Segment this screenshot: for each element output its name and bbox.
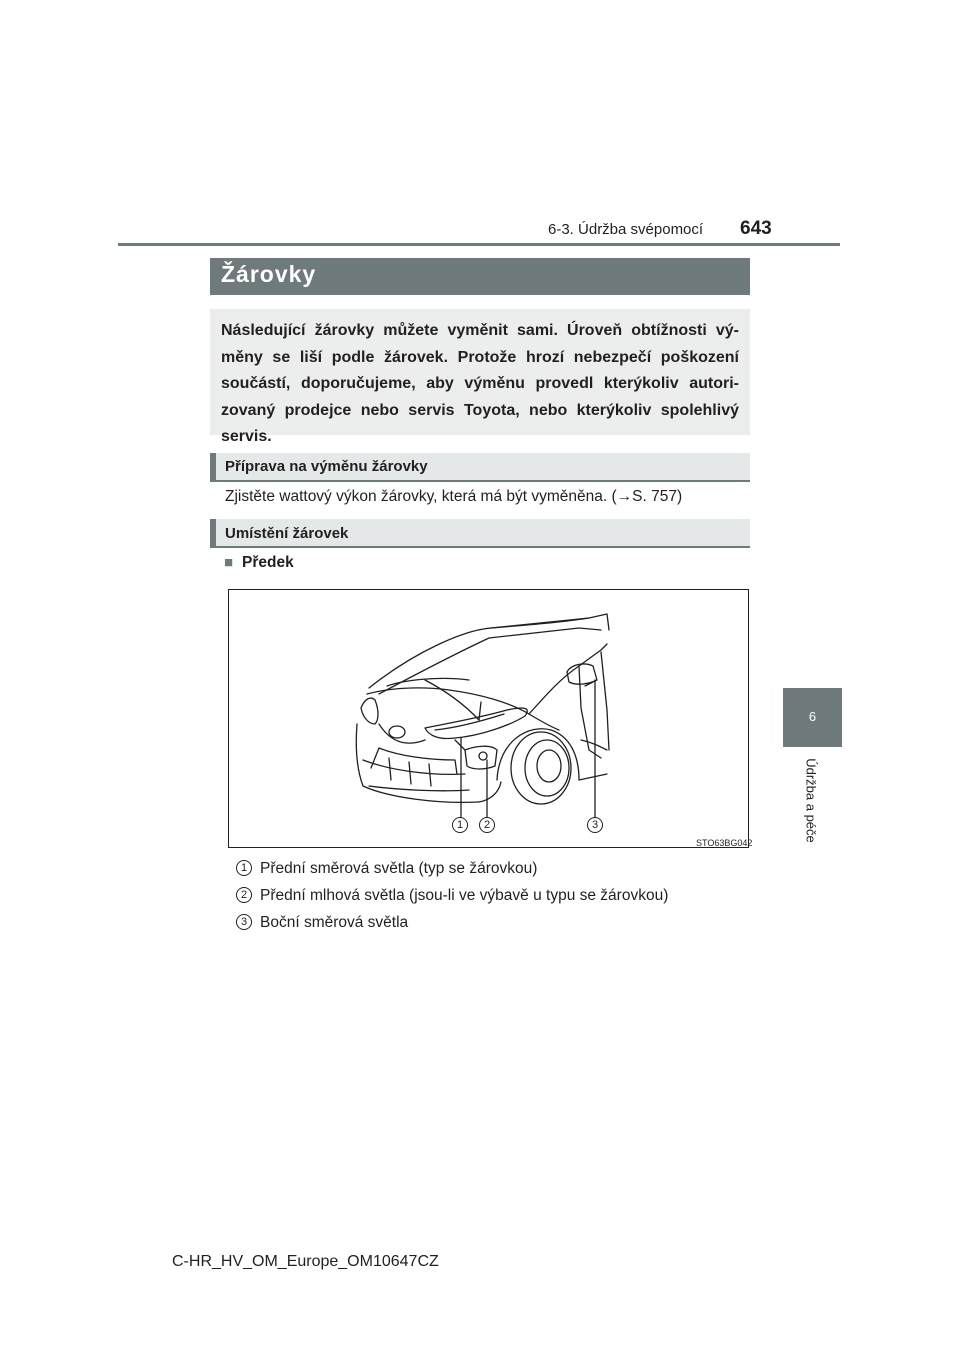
subheading-marker-location [210, 519, 216, 548]
legend-number-2: 2 [236, 887, 252, 903]
prep-text: Zjistěte wattový výkon žárovky, která má být vyměněna. (→S. 757) [225, 488, 683, 505]
document-code-footer: C-HR_HV_OM_Europe_OM10647CZ [172, 1253, 439, 1270]
bullet-square-icon: ■ [224, 554, 234, 571]
chapter-title: Údržba a péče [803, 758, 819, 843]
legend-text-3: Boční směrová světla [260, 914, 409, 931]
callout-3: 3 [587, 817, 603, 833]
intro-text: Následující žárovky můžete vyměnit sami. Úroveň obtížnosti vý-měny se liší podle žárovek. Protože hrozí nebezpečí poškození součástí, doporučujeme, aby výměnu provedl kterýkoliv autori-zovaný prodejce nebo servis Toyota, nebo kterýkoliv spolehlivý servis. [221, 322, 739, 445]
header-divider [118, 243, 840, 246]
page-title: Žárovky [221, 261, 317, 287]
subheading-prep: Příprava na výměnu žárovky [225, 458, 428, 475]
bullet-label-front: Předek [242, 554, 294, 571]
subheading-location: Umístění žárovek [225, 525, 349, 542]
legend-number-3: 3 [236, 914, 252, 930]
page-number: 643 [740, 218, 772, 239]
section-reference: 6-3. Údržba svépomocí [548, 221, 704, 238]
legend-text-2: Přední mlhová světla (jsou-li ve výbavě u typu se žárovkou) [260, 887, 669, 904]
legend-number-1: 1 [236, 860, 252, 876]
car-front-illustration [229, 590, 748, 847]
callout-2: 2 [479, 817, 495, 833]
subheading-marker-prep [210, 453, 216, 482]
chapter-number: 6 [808, 709, 817, 724]
figure-frame [228, 589, 749, 848]
figure-code: STO63BG042 [696, 838, 753, 848]
legend-text-1: Přední směrová světla (typ se žárovkou) [260, 860, 538, 877]
callout-1: 1 [452, 817, 468, 833]
